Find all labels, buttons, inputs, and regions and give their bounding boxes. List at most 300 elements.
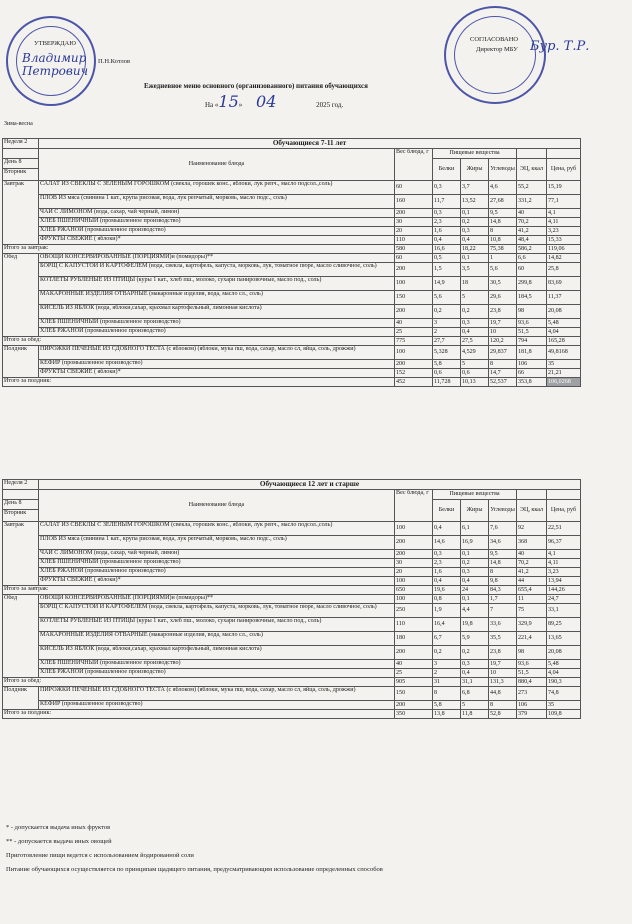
dish-price: 4,04 [547, 669, 581, 678]
dish-protein: 0,4 [433, 522, 461, 536]
dish-protein: 2,3 [433, 559, 461, 568]
document-date: На «15» 04 2025 год. [205, 92, 344, 111]
dish-energy: 75 [517, 604, 547, 618]
total-protein: 13,8 [433, 710, 461, 719]
dish-weight: 200 [395, 701, 433, 710]
dish-energy: 44 [517, 577, 547, 586]
table-row [3, 618, 581, 632]
dish-energy: 6,6 [517, 254, 547, 263]
total-row [3, 337, 581, 346]
table-row [3, 559, 581, 568]
meal-label: Завтрак [3, 522, 39, 586]
dish-weight: 100 [395, 577, 433, 586]
table-row [3, 305, 581, 319]
total-row [3, 678, 581, 687]
dish-fat: 3,5 [461, 263, 489, 277]
total-protein: 31 [433, 678, 461, 687]
total-fat: 18,22 [461, 245, 489, 254]
table-row [3, 632, 581, 646]
col-price-header: Цена, руб [547, 500, 581, 522]
table-row [3, 236, 581, 245]
meal-label: Завтрак [3, 181, 39, 245]
dish-carbs: 14,8 [489, 218, 517, 227]
total-protein: 19,6 [433, 586, 461, 595]
dish-weight: 250 [395, 604, 433, 618]
day-label: День 8 [3, 500, 39, 510]
total-row [3, 710, 581, 719]
total-fat: 27,5 [461, 337, 489, 346]
dish-energy: 41,2 [517, 227, 547, 236]
dish-fat: 4,529 [461, 346, 489, 360]
dish-protein: 2 [433, 328, 461, 337]
dish-carbs: 30,5 [489, 277, 517, 291]
dish-protein: 16,4 [433, 618, 461, 632]
dish-protein: 11,7 [433, 195, 461, 209]
dish-fat: 0,3 [461, 568, 489, 577]
dish-energy: 184,5 [517, 291, 547, 305]
total-carbs: 84,3 [489, 586, 517, 595]
dish-name: ХЛЕБ РЖАНОЙ (промышленное производство) [39, 328, 395, 337]
total-row [3, 245, 581, 254]
dish-carbs: 9,5 [489, 209, 517, 218]
total-protein: 11,728 [433, 378, 461, 387]
table-row [3, 550, 581, 559]
right-stamp [444, 6, 546, 104]
dish-weight: 25 [395, 328, 433, 337]
dish-fat: 0,2 [461, 646, 489, 660]
week-label: Неделя 2 [3, 139, 39, 149]
dish-fat: 0,4 [461, 236, 489, 245]
dish-price: 5,48 [547, 319, 581, 328]
dish-carbs: 8 [489, 568, 517, 577]
table-row [3, 263, 581, 277]
dish-name: ПЛОВ ИЗ мяса (свинина 1 кат., крупа рисовая, вода, лук репчатый, морковь, масло подс., соль) [39, 536, 395, 550]
footnote-4: Питание обучающихся осуществляется по принципам щадящего питания, предусматривающим использование определенных способов [6, 866, 383, 873]
col-nutrients-header: Пищевые вещества [433, 149, 517, 159]
weekday-label: Вторник [3, 510, 39, 522]
dish-name: ЧАЙ С ЛИМОНОМ (вода, сахар, чай черный, лимон) [39, 209, 395, 218]
dish-carbs: 8 [489, 227, 517, 236]
col-fat-header: Жиры [461, 500, 489, 522]
dish-protein: 0,3 [433, 550, 461, 559]
dish-protein: 14,6 [433, 536, 461, 550]
dish-energy: 93,6 [517, 660, 547, 669]
date-month: 04 [256, 92, 277, 111]
group-title: Обучающиеся 12 лет и старше [39, 480, 581, 490]
dish-energy: 70,2 [517, 559, 547, 568]
total-energy: 586,2 [517, 245, 547, 254]
dish-protein: 5,8 [433, 701, 461, 710]
dish-price: 4,11 [547, 218, 581, 227]
dish-price: 4,11 [547, 559, 581, 568]
dish-protein: 3 [433, 319, 461, 328]
dish-price: 4,04 [547, 328, 581, 337]
dish-weight: 200 [395, 305, 433, 319]
dish-protein: 8 [433, 687, 461, 701]
dish-energy: 98 [517, 305, 547, 319]
col-weight-header: Вес блюда, г [395, 490, 433, 522]
blank-cell [517, 149, 547, 159]
total-weight: 775 [395, 337, 433, 346]
table-row [3, 604, 581, 618]
table-row [3, 687, 581, 701]
dish-protein: 5,6 [433, 291, 461, 305]
total-weight: 905 [395, 678, 433, 687]
dish-fat: 0,4 [461, 669, 489, 678]
meal-label: Обед [3, 595, 39, 678]
dish-weight: 150 [395, 687, 433, 701]
dish-carbs: 14,8 [489, 559, 517, 568]
table-row [3, 369, 581, 378]
col-name-header: Наименование блюда [39, 149, 395, 181]
dish-carbs: 9,5 [489, 550, 517, 559]
dish-price: 14,82 [547, 254, 581, 263]
total-price: 109,8 [547, 710, 581, 719]
dish-price: 96,37 [547, 536, 581, 550]
dish-weight: 110 [395, 618, 433, 632]
dish-energy: 92 [517, 522, 547, 536]
total-price: 144,26 [547, 586, 581, 595]
total-carbs: 120,2 [489, 337, 517, 346]
dish-name: ХЛЕБ ПШЕНИЧНЫЙ (промышленное производство) [39, 319, 395, 328]
dish-protein: 5,8 [433, 360, 461, 369]
dish-fat: 0,1 [461, 550, 489, 559]
dish-fat: 3,7 [461, 181, 489, 195]
dish-weight: 152 [395, 369, 433, 378]
dish-carbs: 29,837 [489, 346, 517, 360]
dish-name: ЧАЙ С ЛИМОНОМ (вода, сахар, чай черный, лимон) [39, 550, 395, 559]
dish-protein: 2,3 [433, 218, 461, 227]
dish-protein: 0,2 [433, 646, 461, 660]
dish-fat: 5 [461, 360, 489, 369]
dish-name: КИСЕЛЬ ИЗ ЯБЛОК (вода, яблоки,сахар, крахмал картофельный, лимонная кислота) [39, 646, 395, 660]
dish-name: КЕФИР (промышленное производство) [39, 701, 395, 710]
footnote-1: * - допускается выдача иных фруктов [6, 824, 111, 831]
total-weight: 350 [395, 710, 433, 719]
season-label: Зима-весна [4, 121, 33, 127]
dish-name: ПИРОЖКИ ПЕЧЕНЫЕ ИЗ СДОБНОГО ТЕСТА (с яблоком) (яблоки, мука пш, вода, сахар, масло сл, яйца, соль, дрожжи) [39, 346, 395, 360]
blank-cell [3, 149, 39, 159]
dish-name: КИСЕЛЬ ИЗ ЯБЛОК (вода, яблоки,сахар, крахмал картофельный, лимонная кислота) [39, 305, 395, 319]
table-row [3, 701, 581, 710]
dish-protein: 14,9 [433, 277, 461, 291]
table-row [3, 277, 581, 291]
table-row [3, 360, 581, 369]
dish-energy: 221,4 [517, 632, 547, 646]
total-protein: 16,6 [433, 245, 461, 254]
dish-energy: 51,5 [517, 669, 547, 678]
dish-weight: 200 [395, 263, 433, 277]
dish-fat: 16,9 [461, 536, 489, 550]
total-energy: 880,4 [517, 678, 547, 687]
dish-price: 77,1 [547, 195, 581, 209]
dish-carbs: 8 [489, 360, 517, 369]
dish-carbs: 23,8 [489, 646, 517, 660]
meal-label: Полдник [3, 346, 39, 378]
table-row [3, 195, 581, 209]
total-price: 165,28 [547, 337, 581, 346]
dish-name: МАКАРОННЫЕ ИЗДЕЛИЯ ОТВАРНЫЕ (макаронные изделия, вода, масло сл., соль) [39, 291, 395, 305]
dish-fat: 0,3 [461, 319, 489, 328]
dish-carbs: 5,6 [489, 263, 517, 277]
dish-carbs: 14,7 [489, 369, 517, 378]
dish-weight: 160 [395, 195, 433, 209]
table-row [3, 291, 581, 305]
dish-name: КЕФИР (промышленное производство) [39, 360, 395, 369]
dish-carbs: 10 [489, 328, 517, 337]
dish-energy: 93,6 [517, 319, 547, 328]
dish-energy: 368 [517, 536, 547, 550]
table-row [3, 328, 581, 337]
dish-name: МАКАРОННЫЕ ИЗДЕЛИЯ ОТВАРНЫЕ (макаронные изделия, вода, масло сл., соль) [39, 632, 395, 646]
dish-protein: 5,328 [433, 346, 461, 360]
total-fat: 11,8 [461, 710, 489, 719]
total-label: Итого за полдник: [3, 710, 395, 719]
table-row [3, 577, 581, 586]
dish-price: 3,23 [547, 227, 581, 236]
total-energy: 379 [517, 710, 547, 719]
dish-fat: 6,1 [461, 522, 489, 536]
dish-price: 20,08 [547, 305, 581, 319]
dish-carbs: 7 [489, 604, 517, 618]
dish-protein: 0,6 [433, 369, 461, 378]
dish-protein: 1,5 [433, 263, 461, 277]
total-carbs: 52,537 [489, 378, 517, 387]
dish-fat: 13,52 [461, 195, 489, 209]
dish-price: 33,1 [547, 604, 581, 618]
dish-energy: 98 [517, 646, 547, 660]
date-day: 15 [218, 92, 239, 111]
dish-name: ОВОЩИ КОНСЕРВИРОВАННЫЕ (ПОРЦИЯМИ)н (помидоры)** [39, 254, 395, 263]
dish-price: 15,33 [547, 236, 581, 245]
dish-fat: 19,8 [461, 618, 489, 632]
approved-handwriting: Владимир Петрович [22, 51, 89, 78]
dish-fat: 5,9 [461, 632, 489, 646]
table-row [3, 346, 581, 360]
table-row [3, 319, 581, 328]
table-row [3, 227, 581, 236]
dish-price: 83,69 [547, 277, 581, 291]
menu-table-12-plus [2, 479, 581, 719]
dish-weight: 30 [395, 218, 433, 227]
menu-table-7-11 [2, 138, 581, 387]
dish-protein: 0,3 [433, 181, 461, 195]
dish-weight: 30 [395, 559, 433, 568]
dish-energy: 299,8 [517, 277, 547, 291]
dish-energy: 70,2 [517, 218, 547, 227]
total-protein: 27,7 [433, 337, 461, 346]
dish-weight: 25 [395, 669, 433, 678]
dish-carbs: 19,7 [489, 660, 517, 669]
meal-label: Обед [3, 254, 39, 337]
total-label: Итого за обед: [3, 678, 395, 687]
dish-price: 5,48 [547, 660, 581, 669]
dish-carbs: 4,6 [489, 181, 517, 195]
dish-name: ХЛЕБ РЖАНОЙ (промышленное производство) [39, 568, 395, 577]
total-label: Итого за завтрак: [3, 586, 395, 595]
dish-fat: 0,6 [461, 369, 489, 378]
dish-price: 24,7 [547, 595, 581, 604]
dish-name: ПИРОЖКИ ПЕЧЕНЫЕ ИЗ СДОБНОГО ТЕСТА (с яблоком) (яблоки, мука пш, вода, сахар, масло сл, яйца, соль, дрожжи) [39, 687, 395, 701]
col-carbs-header: Углеводы [489, 500, 517, 522]
dish-fat: 0,1 [461, 595, 489, 604]
col-protein-header: Белки [433, 500, 461, 522]
dish-weight: 60 [395, 181, 433, 195]
dish-name: ХЛЕБ ПШЕНИЧНЫЙ (промышленное производство) [39, 559, 395, 568]
dish-protein: 1,9 [433, 604, 461, 618]
dish-price: 74,8 [547, 687, 581, 701]
dish-fat: 0,2 [461, 305, 489, 319]
dish-fat: 6,8 [461, 687, 489, 701]
total-fat: 24 [461, 586, 489, 595]
total-carbs: 75,38 [489, 245, 517, 254]
dish-protein: 0,2 [433, 305, 461, 319]
col-name-header: Наименование блюда [39, 490, 395, 522]
dish-energy: 55,2 [517, 181, 547, 195]
col-carbs-header: Углеводы [489, 159, 517, 181]
dish-energy: 181,8 [517, 346, 547, 360]
dish-carbs: 19,7 [489, 319, 517, 328]
dish-price: 22,51 [547, 522, 581, 536]
total-label: Итого за завтрак: [3, 245, 395, 254]
dish-weight: 100 [395, 522, 433, 536]
col-nutrients-header: Пищевые вещества [433, 490, 517, 500]
dish-fat: 4,4 [461, 604, 489, 618]
document-title: Ежедневное меню основного (организованного) питания обучающихся [144, 82, 368, 90]
dish-name: ФРУКТЫ СВЕЖИЕ ( яблоки)* [39, 577, 395, 586]
dish-price: 89,25 [547, 618, 581, 632]
table-row [3, 536, 581, 550]
footnote-3: Приготовление пищи ведется с использованием йодированной соли [6, 852, 194, 859]
total-fat: 10,13 [461, 378, 489, 387]
dish-carbs: 33,6 [489, 618, 517, 632]
dish-weight: 200 [395, 646, 433, 660]
dish-carbs: 10 [489, 669, 517, 678]
dish-energy: 11 [517, 595, 547, 604]
dish-name: БОРЩ С КАПУСТОЙ И КАРТОФЕЛЕМ (вода, свекла, картофель, капуста, морковь, лук, томатное пюре, масло сливочное, соль) [39, 604, 395, 618]
dish-energy: 106 [517, 360, 547, 369]
dish-weight: 100 [395, 277, 433, 291]
dish-fat: 18 [461, 277, 489, 291]
total-energy: 353,8 [517, 378, 547, 387]
dish-name: ХЛЕБ ПШЕНИЧНЫЙ (промышленное производство) [39, 218, 395, 227]
col-weight-header: Вес блюда, г [395, 149, 433, 181]
footnote-2: ** - допускается выдача иных овощей [6, 838, 112, 845]
table-row [3, 181, 581, 195]
dish-price: 25,8 [547, 263, 581, 277]
dish-protein: 1,6 [433, 568, 461, 577]
approved-signature-name: П.Н.Котлов [98, 58, 131, 65]
total-price: 119,06 [547, 245, 581, 254]
dish-name: ПЛОВ ИЗ мяса (свинина 1 кат., крупа рисовая, вода, лук репчатый, морковь, масло подс., соль) [39, 195, 395, 209]
dish-fat: 5 [461, 701, 489, 710]
agreed-label: СОГЛАСОВАНО [470, 36, 519, 43]
table-row [3, 669, 581, 678]
dish-carbs: 34,6 [489, 536, 517, 550]
dish-weight: 20 [395, 227, 433, 236]
weekday-label: Вторник [3, 169, 39, 181]
blank-cell [547, 149, 581, 159]
dish-weight: 200 [395, 360, 433, 369]
blank-cell [517, 490, 547, 500]
dish-carbs: 23,8 [489, 305, 517, 319]
dish-weight: 40 [395, 319, 433, 328]
total-row [3, 378, 581, 387]
dish-weight: 60 [395, 254, 433, 263]
dish-price: 49,8168 [547, 346, 581, 360]
dish-price: 13,65 [547, 632, 581, 646]
dish-weight: 180 [395, 632, 433, 646]
dish-name: КОТЛЕТЫ РУБЛЕНЫЕ ИЗ ПТИЦЫ (куры 1 кат., хлеб пш., молоко, сухари панировочные, масло под., соль) [39, 618, 395, 632]
dish-name: САЛАТ ИЗ СВЁКЛЫ С ЗЕЛЕНЫМ ГОРОШКОМ (свекла, горошек конс., яблоки, лук репч., масло подсол.,соль) [39, 181, 395, 195]
dish-price: 4,1 [547, 550, 581, 559]
dish-name: КОТЛЕТЫ РУБЛЕНЫЕ ИЗ ПТИЦЫ (куры 1 кат., хлеб пш., молоко, сухари панировочные, масло под., соль) [39, 277, 395, 291]
table-row [3, 568, 581, 577]
dish-weight: 100 [395, 346, 433, 360]
group-title: Обучающиеся 7-11 лет [39, 139, 581, 149]
col-fat-header: Жиры [461, 159, 489, 181]
blank-cell [547, 490, 581, 500]
dish-energy: 41,2 [517, 568, 547, 577]
dish-price: 11,37 [547, 291, 581, 305]
total-energy: 655,4 [517, 586, 547, 595]
dish-protein: 2 [433, 669, 461, 678]
table-row [3, 218, 581, 227]
dish-protein: 0,3 [433, 209, 461, 218]
dish-carbs: 7,6 [489, 522, 517, 536]
total-price: 190,3 [547, 678, 581, 687]
dish-fat: 0,1 [461, 254, 489, 263]
table-row [3, 646, 581, 660]
dish-price: 15,19 [547, 181, 581, 195]
col-energy-header: ЭЦ, ккал [517, 500, 547, 522]
total-weight: 650 [395, 586, 433, 595]
dish-energy: 40 [517, 550, 547, 559]
approved-label: УТВЕРЖДАЮ [34, 40, 76, 47]
dish-carbs: 9,8 [489, 577, 517, 586]
dish-energy: 331,2 [517, 195, 547, 209]
dish-protein: 6,7 [433, 632, 461, 646]
dish-name: БОРЩ С КАПУСТОЙ И КАРТОФЕЛЕМ (вода, свекла, картофель, капуста, морковь, лук, томатное пюре, масло сливочное, соль) [39, 263, 395, 277]
dish-price: 35 [547, 360, 581, 369]
dish-protein: 0,5 [433, 254, 461, 263]
dish-energy: 48,4 [517, 236, 547, 245]
dish-weight: 200 [395, 209, 433, 218]
dish-name: ФРУКТЫ СВЕЖИЕ ( яблоки)* [39, 369, 395, 378]
dish-weight: 200 [395, 550, 433, 559]
dish-carbs: 1 [489, 254, 517, 263]
dish-fat: 0,4 [461, 577, 489, 586]
dish-price: 4,1 [547, 209, 581, 218]
dish-protein: 1,6 [433, 227, 461, 236]
week-label: Неделя 2 [3, 480, 39, 490]
total-carbs: 131,3 [489, 678, 517, 687]
dish-fat: 0,3 [461, 660, 489, 669]
dish-carbs: 27,68 [489, 195, 517, 209]
agreed-line: Директор МБУ [476, 46, 518, 53]
agreed-handwriting: Бур. Т.Р. [530, 39, 590, 54]
dish-protein: 3 [433, 660, 461, 669]
blank-cell [3, 490, 39, 500]
dish-carbs: 8 [489, 701, 517, 710]
total-label: Итого за полдник: [3, 378, 395, 387]
dish-fat: 0,2 [461, 218, 489, 227]
meal-label: Полдник [3, 687, 39, 710]
dish-price: 3,23 [547, 568, 581, 577]
dish-price: 35 [547, 701, 581, 710]
dish-carbs: 10,8 [489, 236, 517, 245]
dish-fat: 0,3 [461, 227, 489, 236]
